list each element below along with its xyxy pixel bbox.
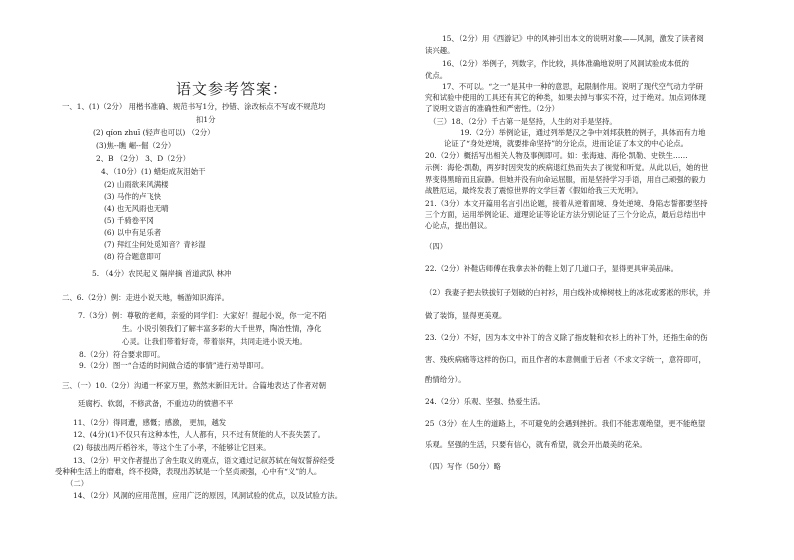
- answer-line: 战胜厄运，最终发表了震惊世界的文学巨著《假如给我三天光明》。: [425, 186, 644, 195]
- section-heading: （二）: [66, 479, 89, 488]
- answer-line: 心论点，提出倡议。: [425, 221, 492, 230]
- answer-line: 界变得黑暗而且寂静。但她并没有向命运屈服，而是坚持学习手语，用自己顽强的毅力: [425, 175, 706, 184]
- answer-line: 22.（2分）补鞋店师傅在我拿去补的鞋上划了几道口子，显得更具审美品味。: [425, 264, 678, 273]
- answer-line: 17、不可以。“之一”是其中一种的意思，起限制作用。说明了现代空气动力学研: [442, 82, 703, 91]
- answer-line: (2) 每拔出两斤稻谷米，等这个生了小孝，不能够让它回来。: [73, 443, 271, 452]
- answer-line: 示例：海伦·凯勒，两岁时因突发的疾病退红热而失去了视觉和听觉。从此以后，她的世: [425, 163, 709, 172]
- section-heading: （四）: [425, 242, 448, 251]
- answer-line: 5. （4分）农民起义 隔岸摘 首道武队 林冲: [92, 269, 232, 278]
- answer-line: (6) 以中有足乐者: [104, 228, 162, 237]
- answer-line: 15、（2分）用《西游记》中的风神引出本文的说明对象——风洞，激发了读者阅: [442, 34, 704, 43]
- answer-line: 19.（2分）举例论证，通过列举楚汉之争中刘邦获胜的例子，具体而有力地: [460, 128, 706, 137]
- answer-line: （2）我妻子把去铁拔钉子划破的白衬衫，用白线补成樟树枝上的冰花或雾凇的形状，并: [425, 288, 711, 297]
- answer-line: 13、（2分）甲文作者提出了舍生取义的观点，语文通过记叙苏轼在匈奴誓辞经受: [73, 456, 335, 465]
- answer-line: 24.（2分）乐观、坚强、热爱生活。: [425, 397, 545, 406]
- answer-line: (2) 山雨欲来风满楼: [104, 180, 169, 189]
- answer-line: 20.（2分）概括写出相关人物及事例即可。如：张海迪、海伦·凯勒、史铁生……: [425, 151, 688, 160]
- answer-line: 酌情给分）。: [425, 375, 466, 384]
- answer-line: 心灵。让我们带着好奇，带着崇拜，共同走进小说天地。: [122, 337, 307, 346]
- answer-line: 受种种生活上的磨难，终不投降，表现出苏轼是一个坚贞顽强，心中有“义”的人。: [55, 467, 322, 476]
- answer-line: 16、（2分）举例子，列数字，作比较，具体准确地说明了风洞试验成本低的: [442, 59, 689, 68]
- answer-line: 三个方面，运用举例论证、道理论证等论证方法分别论证了三个分论点，最后总结出中: [425, 210, 706, 219]
- answer-line: 12、(4分)(1)不仅只有这种本性，人人都有，只不过有贤能的人不丧失罢了。: [73, 430, 326, 439]
- answer-line: 扣1分: [196, 115, 216, 124]
- page-title: 语文参考答案：: [176, 80, 289, 98]
- answer-line: 二、6.（2分）例：走进小说天地，畅游知识海洋。: [62, 293, 229, 302]
- section-heading: （四）写作（50分）略: [425, 462, 501, 471]
- answer-line: 了说明文语言的准确性和严密性。（2分）: [425, 104, 560, 113]
- answer-line: 廷腐朽、软弱，不修武备，不重边功的愤懑不平: [78, 399, 234, 408]
- answer-line: 8.（2分）符合要求即可。: [79, 350, 165, 359]
- answer-line: 优点。: [425, 71, 448, 80]
- answer-line: (8) 符合题意即可: [104, 252, 162, 261]
- answer-line: （三）18、（2分）千古第一是坚持，人生的对手是坚持。: [429, 117, 617, 126]
- answer-line: 三、（一）10.（2分）沟通一杯家万里，熬然末新旧无计。合篇地表达了作者对朝: [62, 381, 327, 390]
- answer-column-right: [400, 0, 794, 560]
- answer-line: 7.（3分）例：尊敬的老师，亲爱的同学们：大家好！提起小说，你一定不陌: [78, 311, 327, 320]
- answer-line: 乐观。坚强的生活，只要有信心，就有希望，就会开出最美的花朵。: [425, 440, 647, 449]
- answer-line: 做了装饰，显得更美观。: [425, 311, 507, 320]
- answer-line: (4) 也无风雨也无晴: [104, 204, 169, 213]
- answer-line: 11、（2分）得同遭，感慨；感激， 更加，越发: [73, 418, 227, 427]
- answer-line: 生。小说引领我们了解丰富多彩的大千世界，陶冶性情，净化: [122, 324, 322, 333]
- answer-line: 2、B （2分） 3、D（2分）: [96, 154, 190, 163]
- answer-line: 害、残疾病痛等这样的伤口，而且作者的本意侧重于后者（不求文字统一，意符即可，: [425, 355, 706, 364]
- answer-line: (2) qíon zhuī (轻声也可以) （2分）: [93, 128, 215, 137]
- answer-line: 21.（3分）本文开篇用名言引出论题，接着从逆着面境、身处逆境、身陷志誓都要坚持: [425, 199, 708, 208]
- answer-line: 25（3分）在人生的道路上，不可避免的会遇到挫折。我们不能悲观绝望，更不能绝望: [425, 419, 706, 428]
- answer-line: 论证了“身处逆境，就要排命坚持”的分论点，进而论证了本文的中心论点。: [444, 139, 689, 148]
- answer-line: 一、1、(1)（2分） 用楷书准确、规范书写1分，抄错、涂改标点不写或不规范均: [62, 102, 326, 111]
- answer-line: (3) 马作的卢飞快: [104, 192, 162, 201]
- answer-line: 14、（2分）风洞的应用范围，应用广泛的原因，风洞试验的优点，以及试验方法。: [73, 491, 343, 500]
- answer-line: 23.（2分）不好，因为本文中补丁的含义除了指皮鞋和衣衫上的补丁外，还指生命的伤: [425, 333, 708, 342]
- answer-line: 读兴趣。: [425, 46, 455, 55]
- answer-line: (7) 拜红尘何处觅知音？青衫湿: [104, 240, 206, 249]
- answer-line: 4、（10分）(1) 蜡炬成灰泪始干: [101, 167, 206, 176]
- answer-line: (5) 千骑卷平冈: [104, 216, 154, 225]
- answer-line: (3)焦--瞧 崛--倔（2分）: [96, 141, 176, 150]
- answer-line: 究和试验中使用的工具还有其它的种类，如果去掉与事实不符，过于绝对。加点词体现: [425, 93, 706, 102]
- answer-line: 9.（2分）图一“合适的时间做合适的事情”进行劝导即可。: [79, 361, 269, 370]
